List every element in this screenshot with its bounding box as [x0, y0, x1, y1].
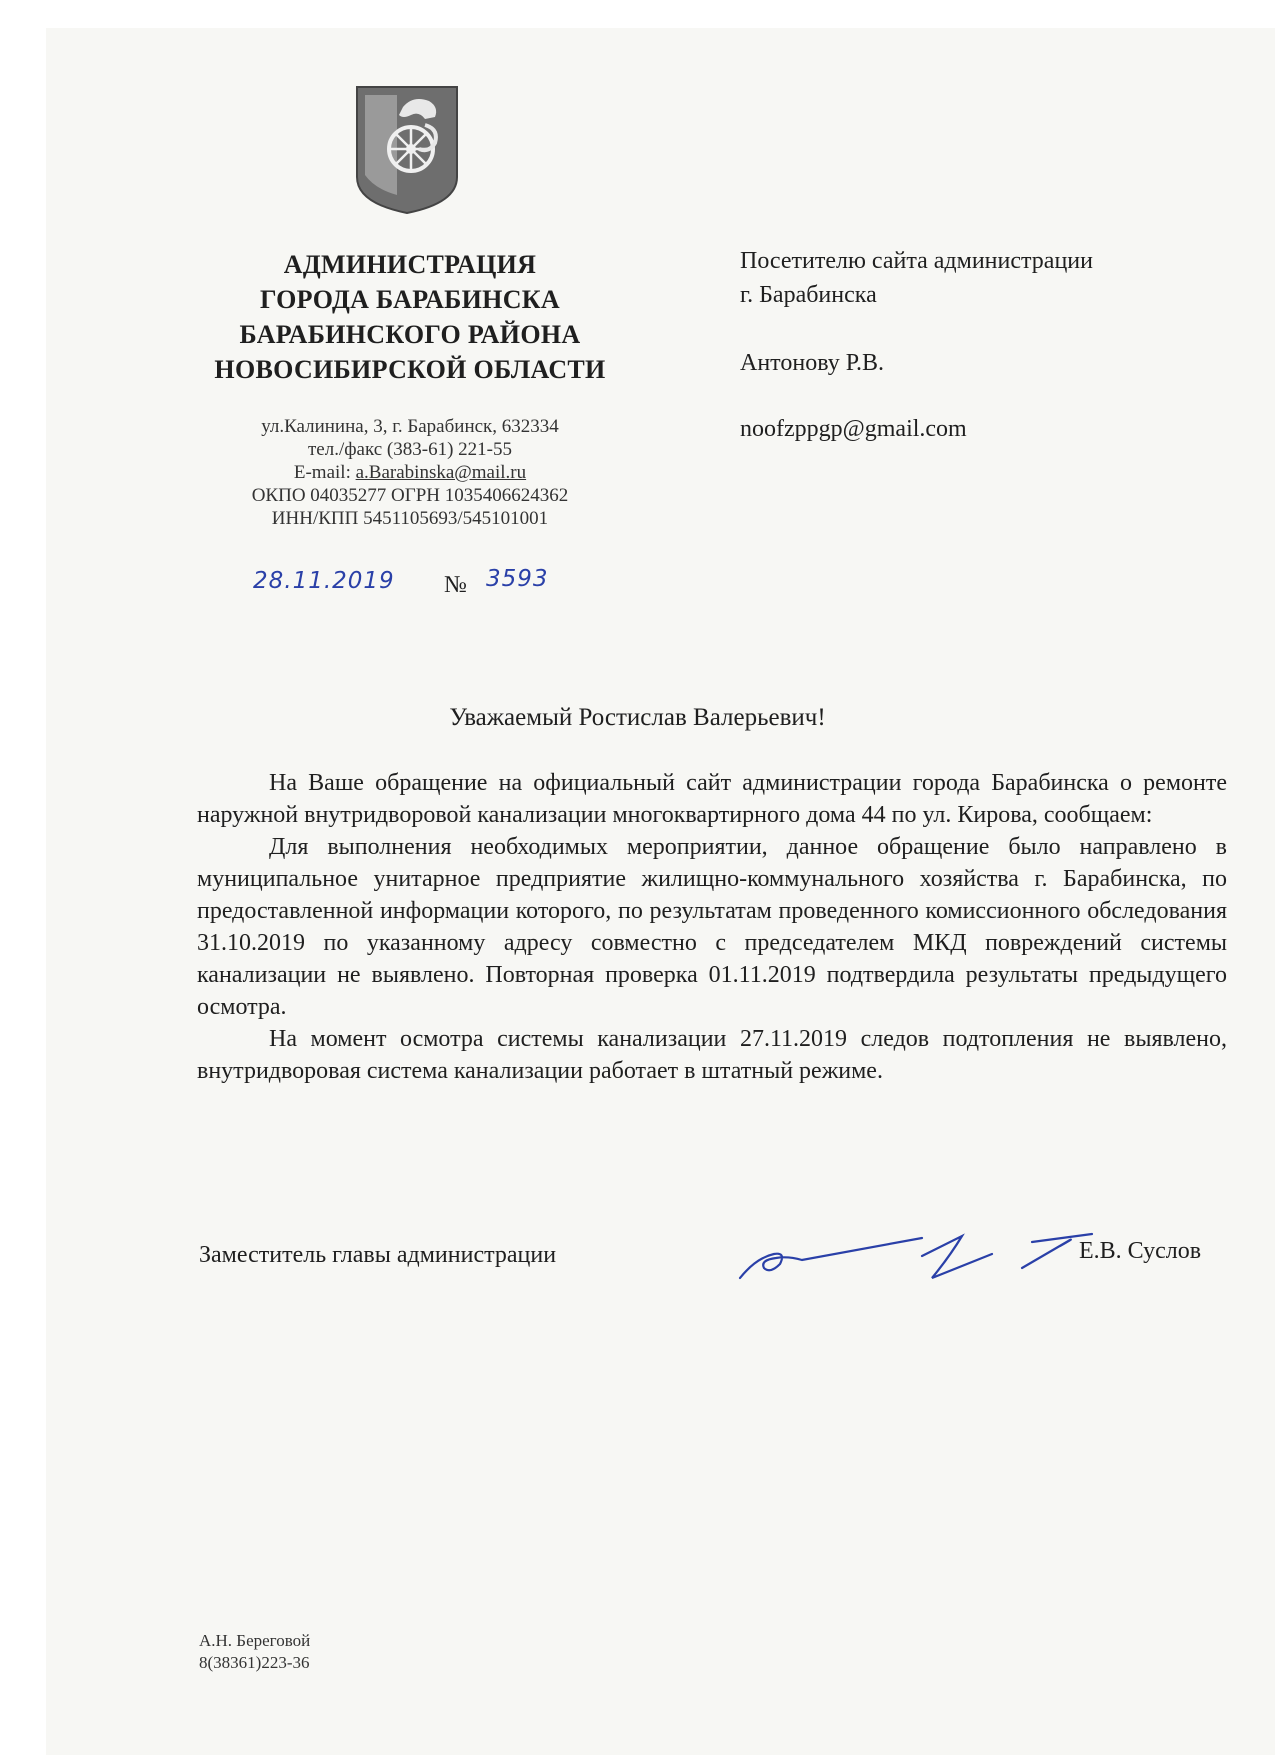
org-line: БАРАБИНСКОГО РАЙОНА [239, 320, 581, 349]
addressee-line1: Посетителю сайта администрации [740, 248, 1093, 274]
executor-phone: 8(38361)223-36 [199, 1653, 310, 1672]
body-paragraph: На момент осмотра системы канализации 27.11.2019 следов подтопления не выявлено, внутридворовая система канализации работает в штатный режиме. [197, 1026, 1227, 1084]
number-sign: № [444, 572, 467, 598]
addressee-name: Антонову Р.В. [740, 350, 885, 376]
org-okpo-ogrn: ОКПО 04035277 ОГРН 1035406624362 [251, 485, 569, 506]
body-paragraph: На Ваше обращение на официальный сайт администрации города Барабинска о ремонте наружной внутридворовой канализации многоквартирного дома 44 по ул. Кирова, сообщаем: [197, 770, 1227, 828]
letter-date: 28.11.2019 [253, 568, 395, 594]
letter-body [197, 767, 1227, 1087]
org-inn-kpp: ИНН/КПП 5451105693/545101001 [271, 508, 549, 529]
handwritten-signature-icon [732, 1220, 1112, 1280]
signer-title: Заместитель главы администрации [199, 1242, 557, 1268]
letter-number: 3593 [486, 566, 549, 592]
org-email-line [150, 461, 670, 484]
org-email-link[interactable]: a.Barabinska@mail.ru [355, 462, 527, 483]
addressee-line2: г. Барабинска [740, 282, 877, 308]
org-line: НОВОСИБИРСКОЙ ОБЛАСТИ [214, 355, 606, 384]
body-paragraph: Для выполнения необходимых мероприятии, данное обращение было направлено в муниципальное унитарное предприятие жилищно-коммунального хозяйства г. Барабинска, по предоставленной информации которого, по результатам проведенного комиссионного обследования 31.10.2019 по указанному адресу совместно с председателем МКД повреждений системы канализации не выявлено. Повторная проверка 01.11.2019 подтвердила результаты предыдущего осмотра. [197, 834, 1227, 1020]
org-requisites [150, 415, 670, 530]
addressee-email[interactable]: noofzppgp@gmail.com [740, 416, 967, 442]
signer-name: Е.В. Суслов [1079, 1238, 1202, 1264]
executor-name: А.Н. Береговой [199, 1631, 311, 1650]
coat-of-arms-icon [355, 85, 459, 215]
greeting: Уважаемый Ростислав Валерьевич! [449, 704, 826, 731]
executor-info [199, 1630, 310, 1674]
org-address: ул.Калинина, 3, г. Барабинск, 632334 [261, 416, 559, 437]
org-line: АДМИНИСТРАЦИЯ [283, 250, 537, 279]
org-phone: тел./факс (383-61) 221-55 [308, 439, 512, 460]
org-email-label: E-mail: [293, 462, 356, 483]
organization-name [150, 247, 670, 387]
org-line: ГОРОДА БАРАБИНСКА [259, 285, 561, 314]
